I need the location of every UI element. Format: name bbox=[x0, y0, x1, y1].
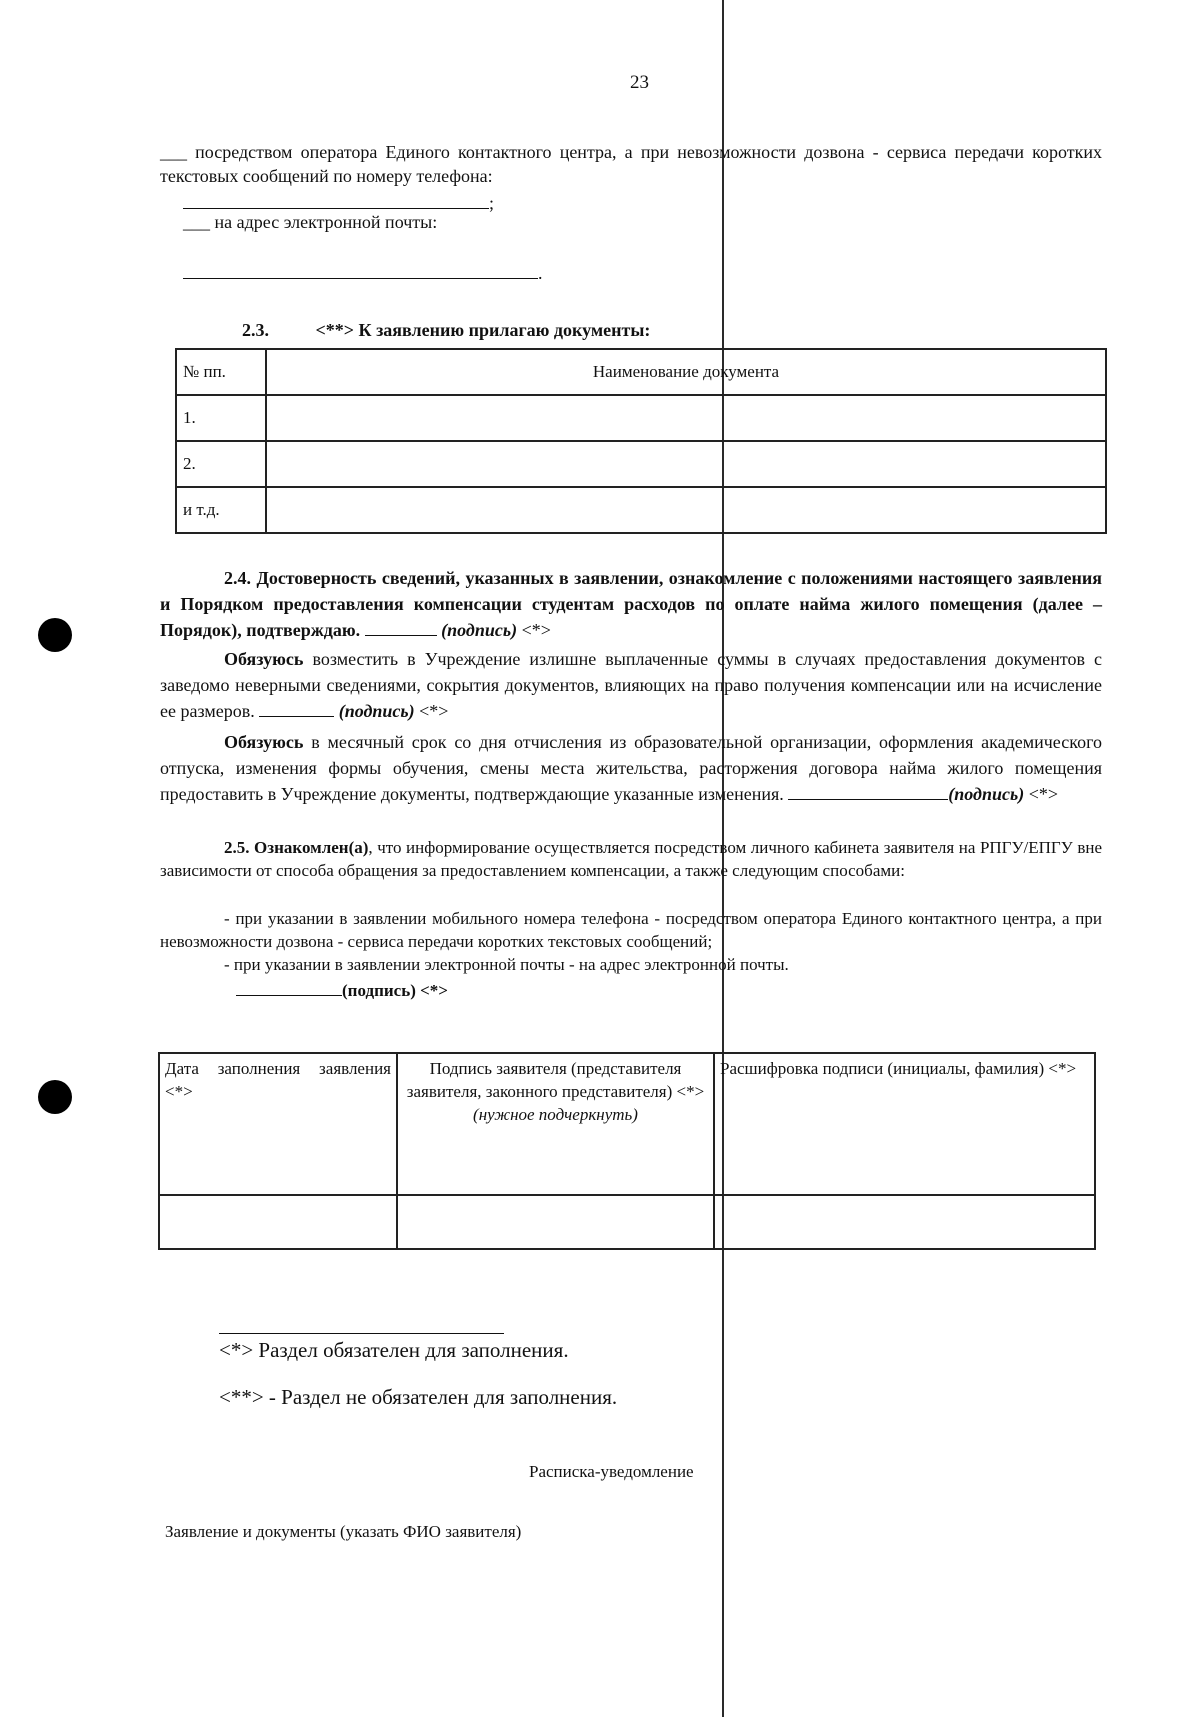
punch-hole-top bbox=[38, 618, 72, 652]
section-2-5-text: , что информирование осуществляется посредством личного кабинета заявителя на РПГУ/ЕПГУ вне зависимости от способа обращения за предоставлением компенсации, а также следующим способами: bbox=[160, 838, 1102, 880]
table-cell bbox=[266, 441, 1106, 487]
table-cell bbox=[266, 487, 1106, 533]
table-row bbox=[176, 487, 1106, 533]
signature-blank bbox=[788, 781, 948, 800]
table-cell bbox=[159, 1195, 397, 1249]
date-header-text: Дата заполнения заявления <*> bbox=[165, 1059, 391, 1101]
punch-hole-bottom bbox=[38, 1080, 72, 1114]
section-2-4 bbox=[160, 565, 1102, 643]
obligation-2-bold: Обязуюсь bbox=[224, 732, 304, 752]
table-cell bbox=[397, 1195, 714, 1249]
section-2-5-item-1-text: - при указании в заявлении мобильного номера телефона - посредством оператора Единого контактного центра, а при невозможности дозвона - сервиса передачи коротких текстовых сообщений; bbox=[160, 909, 1102, 951]
decoding-header-text: Расшифровка подписи (инициалы, фамилия) <*> bbox=[720, 1059, 1077, 1078]
table-cell: 1. bbox=[176, 395, 266, 441]
table-cell: 2. bbox=[176, 441, 266, 487]
table-header-cell: № пп. bbox=[176, 349, 266, 395]
footnote-optional: <**> - Раздел не обязателен для заполнения. bbox=[219, 1385, 618, 1409]
email-blank bbox=[183, 260, 538, 279]
obligation-1 bbox=[160, 646, 1102, 724]
table-header-cell: Наименование документа bbox=[266, 349, 1106, 395]
signature-blank bbox=[236, 977, 342, 996]
footnote-required: <*> Раздел обязателен для заполнения. bbox=[219, 1338, 569, 1362]
sms-option-blank: ___ bbox=[160, 142, 187, 162]
table-row bbox=[176, 395, 1106, 441]
signature-header-text: Подпись заявителя (представителя заявителя, законного представителя) <*> bbox=[406, 1059, 705, 1101]
section-2-5-item-2 bbox=[160, 953, 1102, 976]
receipt-title: Расписка-уведомление bbox=[529, 1462, 694, 1481]
decoding-header-cell bbox=[714, 1053, 1095, 1195]
obligation-1-text: возместить в Учреждение излишне выплаченные суммы в случаях предоставления документов с заведомо неверными сведениями, сокрытия документов, влияющих на право получения компенсации или на исчисление ее размеров. bbox=[160, 649, 1103, 721]
required-mark: <*> bbox=[521, 620, 551, 640]
section-2-5-item-1 bbox=[160, 907, 1102, 953]
signature-header-cell bbox=[397, 1053, 714, 1195]
table-cell: и т.д. bbox=[176, 487, 266, 533]
signature-blank bbox=[259, 698, 334, 717]
footnote-separator bbox=[219, 1333, 504, 1334]
obligation-2 bbox=[160, 729, 1102, 807]
email-option bbox=[183, 212, 437, 233]
date-header-cell bbox=[159, 1053, 397, 1195]
section-2-4-lead: 2.4. Достоверность сведений, указанных в заявлении, ознакомление с положениями настоящего заявления и Порядком предоставления компенсации студентам расходов по оплате найма жилого помещения (далее – Порядок), подтверждаю. bbox=[160, 568, 1102, 640]
signature-blank bbox=[365, 617, 437, 636]
email-line bbox=[183, 260, 543, 284]
table-header-row bbox=[159, 1053, 1095, 1195]
signature-label: (подпись) bbox=[441, 620, 518, 640]
section-2-5 bbox=[160, 836, 1102, 882]
table-cell bbox=[714, 1195, 1095, 1249]
section-2-5-signature bbox=[236, 977, 448, 1001]
signature-label: (подпись) <*> bbox=[342, 981, 448, 1000]
section-2-3-number: 2.3. bbox=[242, 320, 269, 340]
section-2-3-title: <**> К заявлению прилагаю документы: bbox=[315, 320, 651, 340]
table-cell bbox=[266, 395, 1106, 441]
email-option-blank: ___ bbox=[183, 212, 210, 232]
obligation-2-text: в месячный срок со дня отчисления из образовательной организации, оформления академического отпуска, изменения формы обучения, смены места жительства, расторжения договора найма жилого помещения предоставить в Учреждение документы, подтверждающие указанные изменения. bbox=[160, 732, 1103, 804]
signature-table bbox=[158, 1052, 1096, 1250]
sms-option bbox=[160, 140, 1102, 188]
email-period: . bbox=[538, 263, 543, 283]
table-row bbox=[159, 1195, 1095, 1249]
signature-header-italic: (нужное подчеркнуть) bbox=[473, 1105, 638, 1124]
receipt-text: Заявление и документы (указать ФИО заявителя) bbox=[165, 1522, 522, 1541]
page-number: 23 bbox=[630, 72, 649, 93]
email-option-text: на адрес электронной почты: bbox=[214, 212, 438, 232]
section-2-3-heading bbox=[242, 320, 650, 341]
required-mark: <*> bbox=[1028, 784, 1059, 804]
obligation-1-bold: Обязуюсь bbox=[224, 649, 304, 669]
required-mark: <*> bbox=[419, 701, 449, 721]
phone-line bbox=[183, 190, 494, 214]
phone-blank bbox=[183, 190, 489, 209]
sms-option-text: посредством оператора Единого контактного центра, а при невозможности дозвона - сервиса передачи коротких текстовых сообщений по номеру телефона: bbox=[160, 142, 1103, 186]
table-row bbox=[176, 441, 1106, 487]
phone-semicolon: ; bbox=[489, 193, 495, 213]
table-header-row bbox=[176, 349, 1106, 395]
signature-label: (подпись) bbox=[338, 701, 415, 721]
signature-label: (подпись) bbox=[948, 784, 1025, 804]
section-2-5-item-2-text: - при указании в заявлении электронной почты - на адрес электронной почты. bbox=[224, 955, 789, 974]
documents-table bbox=[175, 348, 1107, 534]
section-2-5-lead: 2.5. Ознакомлен(а) bbox=[224, 838, 369, 857]
